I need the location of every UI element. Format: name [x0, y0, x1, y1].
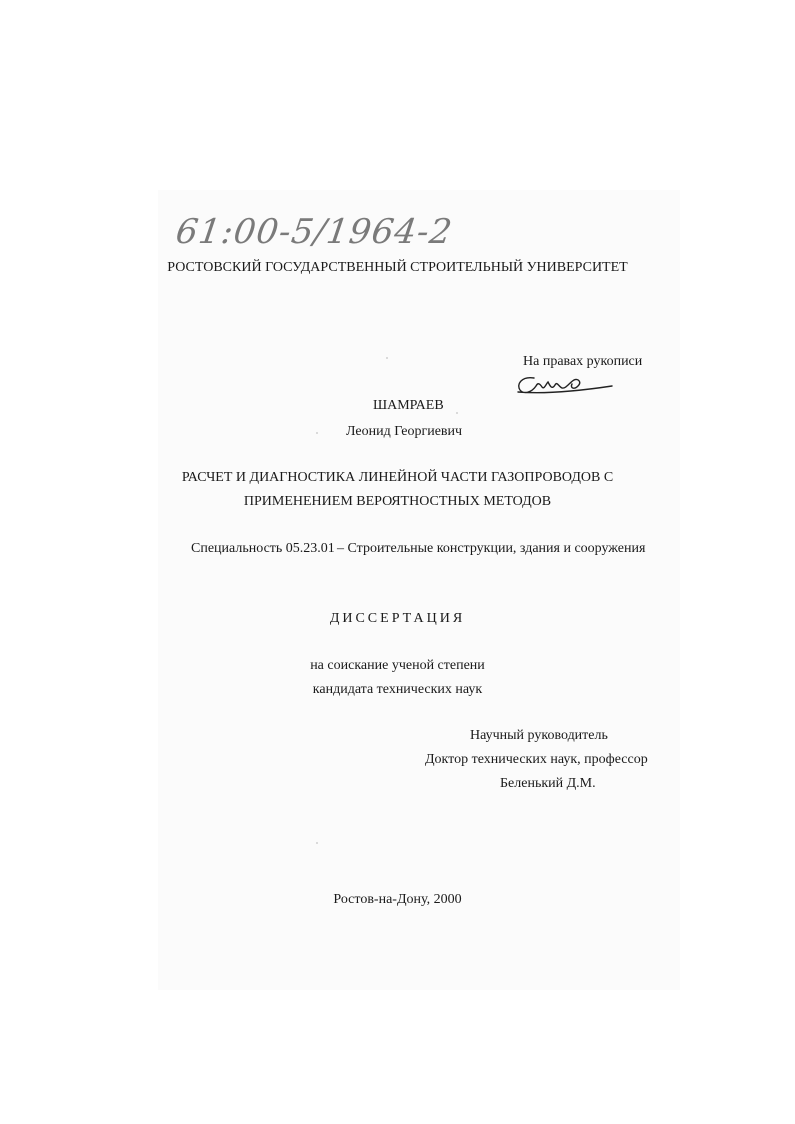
- supervisor-title: Доктор технических наук, профессор: [425, 752, 648, 767]
- degree-line-2: кандидата технических наук: [312, 682, 483, 697]
- university-name: РОСТОВСКИЙ ГОСУДАРСТВЕННЫЙ СТРОИТЕЛЬНЫЙ УНИВЕРСИТЕТ: [167, 260, 628, 275]
- scan-speck: [316, 432, 318, 434]
- supervisor-role: Научный руководитель: [470, 728, 608, 743]
- archive-code-handwritten: [170, 205, 490, 255]
- author-surname: ШАМРАЕВ: [373, 398, 444, 413]
- specialty-name: – Строительные конструкции, здания и сооружения: [337, 541, 646, 556]
- author-signature: [512, 370, 617, 398]
- manuscript-note: На правах рукописи: [523, 354, 643, 369]
- supervisor-name: Беленький Д.М.: [500, 776, 596, 791]
- work-type: ДИССЕРТАЦИЯ: [329, 611, 466, 626]
- dissertation-title-line-2: ПРИМЕНЕНИЕМ ВЕРОЯТНОСТНЫХ МЕТОДОВ: [243, 494, 552, 509]
- scan-speck: [456, 412, 458, 414]
- author-given-names: Леонид Георгиевич: [346, 424, 463, 439]
- document-page: [158, 190, 680, 990]
- dissertation-title-line-1: РАСЧЕТ И ДИАГНОСТИКА ЛИНЕЙНОЙ ЧАСТИ ГАЗОПРОВОДОВ С: [181, 470, 614, 485]
- archive-code-text: 61:00-5/1964-2: [173, 212, 456, 252]
- scan-speck: [316, 842, 318, 844]
- place-and-year: Ростов-на-Дону, 2000: [333, 892, 462, 907]
- scan-speck: [386, 357, 388, 359]
- specialty-label: Специальность 05.23.01: [191, 541, 335, 556]
- degree-line-1: на соискание ученой степени: [310, 658, 485, 673]
